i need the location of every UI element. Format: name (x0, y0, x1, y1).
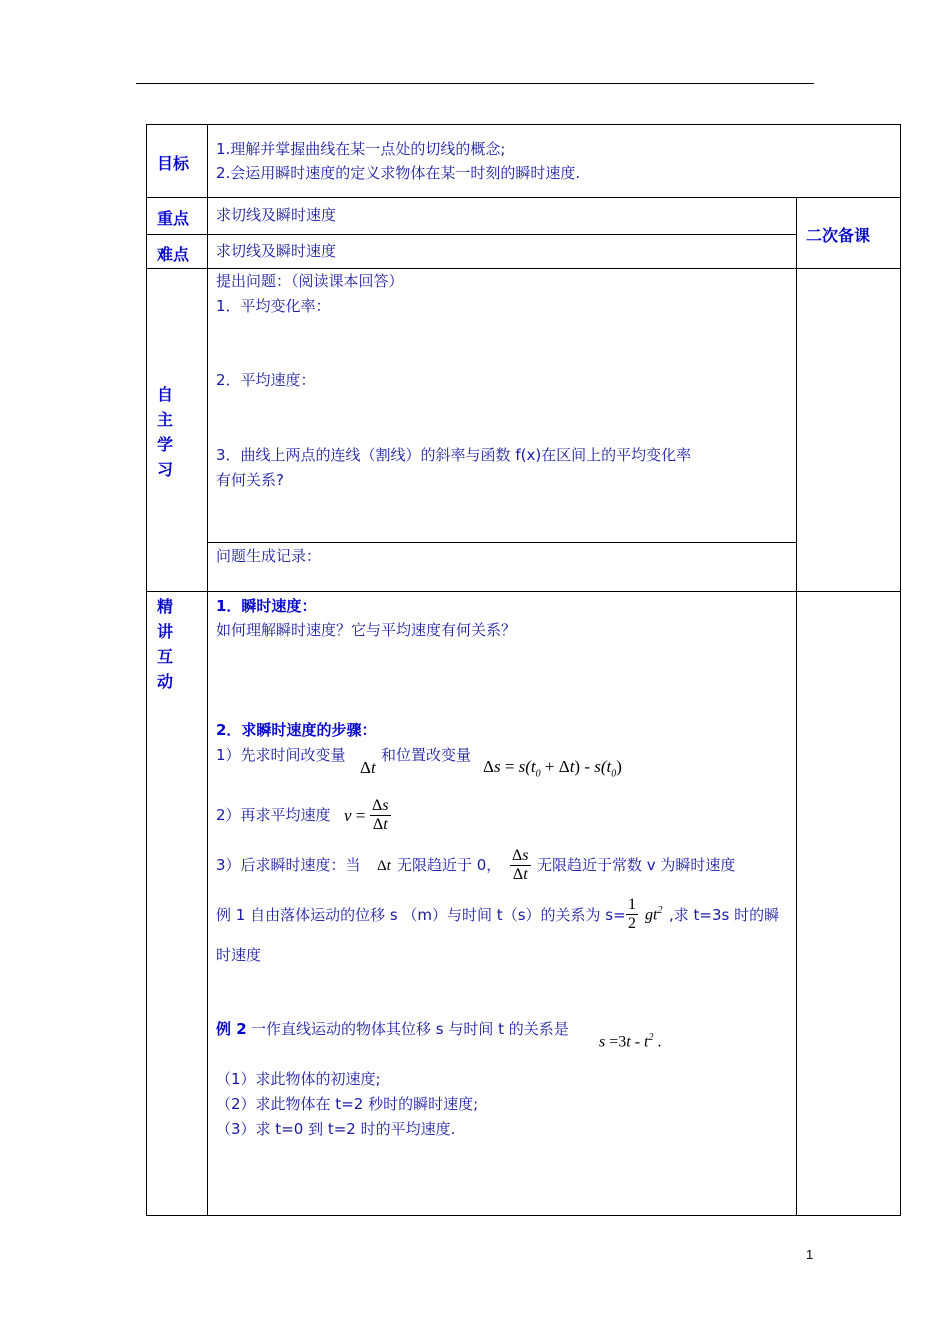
example-2-question-3: （3）求 t=0 到 t=2 时的平均速度. (216, 1120, 456, 1138)
table-row-divider (146, 591, 901, 592)
table-border-top (146, 124, 901, 125)
header-rule (136, 83, 814, 84)
page-number: 1 (806, 1247, 814, 1262)
formula-delta-t-2: Δt (377, 858, 391, 874)
second-prep-label: 二次备课 (806, 226, 871, 245)
step-1-text-b: 和位置改变量 (381, 746, 472, 764)
table-border-bottom (146, 1215, 901, 1216)
self-study-label (157, 382, 177, 482)
question-average-speed: 2．平均速度： (216, 371, 316, 389)
table-border-left (146, 124, 147, 1216)
step-3-text-c: 无限趋近于常数 v 为瞬时速度 (537, 856, 736, 874)
table-col-divider-2 (796, 197, 797, 1216)
self-study-label-char: 习 (157, 460, 174, 479)
goal-line-1: 1.理解并掌握曲线在某一点处的切线的概念; (216, 140, 506, 158)
example-2-label: 例 2 (216, 1020, 247, 1038)
key-point-label: 重点 (157, 209, 190, 228)
question-secant-line-2: 有何关系? (216, 471, 284, 489)
key-point-text: 求切线及瞬时速度 (216, 206, 337, 224)
lecture-label-char: 讲 (157, 622, 174, 641)
self-study-label-char: 学 (157, 435, 174, 454)
example-1-text-a: 例 1 自由落体运动的位移 s （m）与时间 t（s）的关系为 s= (216, 906, 626, 924)
formula-half: $\frac{1}{2}$ (628, 896, 636, 932)
formula-s-3t-t2: $s =3t - t^2$ . (599, 1032, 662, 1051)
question-record-label: 问题生成记录： (216, 547, 322, 565)
example-2-text: 一作直线运动的物体其位移 s 与时间 t 的关系是 (251, 1020, 569, 1038)
table-row-divider (207, 542, 797, 543)
difficult-point-text: 求切线及瞬时速度 (216, 242, 337, 260)
goal-label: 目标 (157, 154, 190, 173)
formula-ds-dt: $\frac{\Delta s}{\Delta t}$ (372, 797, 389, 833)
formula-gt2: $gt^2$ (645, 905, 663, 924)
instant-speed-question: 如何理解瞬时速度？它与平均速度有何关系？ (216, 621, 517, 639)
question-average-rate: 1．平均变化率： (216, 297, 331, 315)
table-row-divider (146, 234, 797, 235)
step-3-text-a: 3）后求瞬时速度：当 (216, 856, 361, 874)
self-study-label-char: 自 (157, 385, 174, 404)
formula-v: v = (344, 806, 366, 825)
step-3-text-b: 无限趋近于 0， (397, 856, 502, 874)
lecture-label-char: 互 (157, 647, 174, 666)
formula-ds-dt-2: $\frac{\Delta s}{\Delta t}$ (512, 847, 529, 883)
step-2-text: 2）再求平均速度 (216, 806, 331, 824)
step-1-text-a: 1）先求时间改变量 (216, 746, 346, 764)
goal-line-2: 2.会运用瞬时速度的定义求物体在某一时刻的瞬时速度. (216, 164, 581, 182)
lecture-label (157, 594, 177, 694)
section-heading-instant-speed: 1．瞬时速度： (216, 597, 317, 615)
table-row-divider (146, 268, 901, 269)
section-heading-steps: 2．求瞬时速度的步骤： (216, 721, 377, 739)
lecture-label-char: 动 (157, 672, 174, 691)
formula-delta-s: $\Delta s = s(t_0 + \Delta t) - s(t_0)$ (483, 757, 622, 780)
question-secant-line-1: 3．曲线上两点的连线（割线）的斜率与函数 f(x)在区间上的平均变化率 (216, 446, 692, 464)
formula-delta-t: Δt (360, 758, 376, 777)
self-study-intro: 提出问题：（阅读课本回答） (216, 272, 404, 290)
example-2-question-2: （2）求此物体在 t=2 秒时的瞬时速度; (216, 1095, 479, 1113)
difficult-point-label: 难点 (157, 245, 190, 264)
example-1-text-b: ,求 t=3s 时的瞬 (669, 906, 780, 924)
table-border-right (900, 124, 901, 1216)
lecture-label-char: 精 (157, 597, 174, 616)
example-1-text-c: 时速度 (216, 946, 262, 964)
example-2-question-1: （1）求此物体的初速度; (216, 1070, 381, 1088)
table-row-divider (146, 197, 901, 198)
table-col-divider-1 (207, 124, 208, 1216)
self-study-label-char: 主 (157, 410, 174, 429)
